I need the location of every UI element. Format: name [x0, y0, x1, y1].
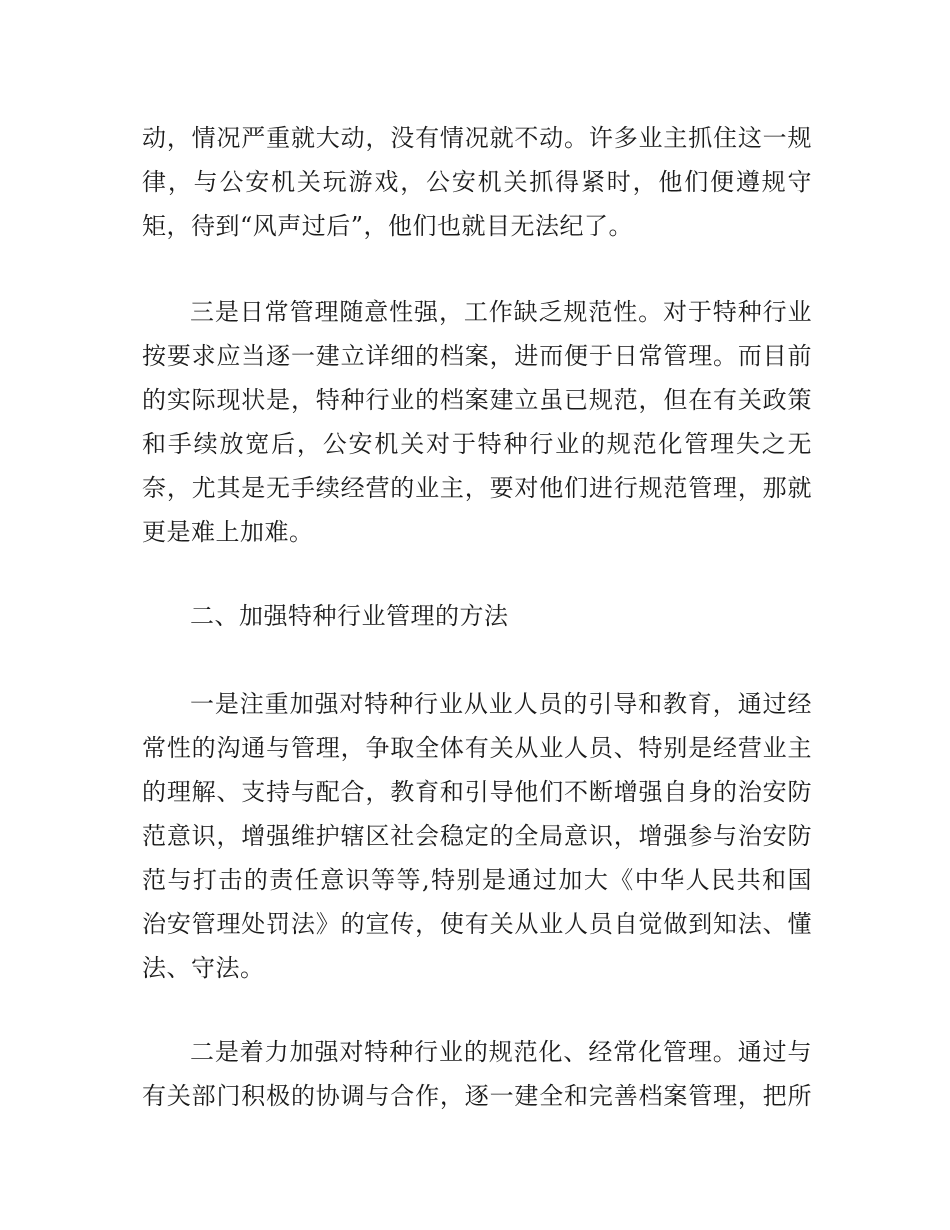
- paragraph-point-one: [142, 682, 812, 990]
- text-line: 的理解、支持与配合，教育和引导他们不断增强自身的治安防: [142, 778, 812, 806]
- text-line: 更是难上加难。: [142, 518, 314, 546]
- text-line: 常性的沟通与管理，争取全体有关从业人员、特别是经营业主: [142, 734, 812, 762]
- text-line: 和手续放宽后，公安机关对于特种行业的规范化管理失之无: [142, 430, 812, 458]
- text-line: 三是日常管理随意性强，工作缺乏规范性。对于特种行业: [190, 298, 812, 326]
- text-line: 一是注重加强对特种行业从业人员的引导和教育，通过经: [190, 690, 812, 718]
- text-line: 矩，待到“风声过后”，他们也就目无法纪了。: [142, 212, 634, 240]
- text-line: 治安管理处罚法》的宣传，使有关从业人员自觉做到知法、懂: [142, 910, 812, 938]
- text-line: 的实际现状是，特种行业的档案建立虽已规范，但在有关政策: [142, 386, 812, 414]
- paragraph-point-two: [142, 1030, 812, 1118]
- paragraph-continuation: [142, 116, 812, 248]
- heading-text: 二、加强特种行业管理的方法: [190, 602, 509, 630]
- text-line: 有关部门积极的协调与合作，逐一建全和完善档案管理，把所: [142, 1082, 812, 1110]
- text-line: 律，与公安机关玩游戏，公安机关抓得紧时，他们便遵规守: [142, 168, 812, 196]
- text-line: 动，情况严重就大动，没有情况就不动。许多业主抓住这一规: [142, 124, 812, 152]
- paragraph-point-three: [142, 290, 812, 554]
- text-line: 法、守法。: [142, 954, 265, 982]
- text-line: 奈，尤其是无手续经营的业主，要对他们进行规范管理，那就: [142, 474, 812, 502]
- text-line: 二是着力加强对特种行业的规范化、经常化管理。通过与: [190, 1038, 812, 1066]
- text-line: 范意识，增强维护辖区社会稳定的全局意识，增强参与治安防: [142, 822, 812, 850]
- text-line: 按要求应当逐一建立详细的档案，进而便于日常管理。而目前: [142, 342, 812, 370]
- section-heading: [142, 594, 812, 638]
- text-line: 范与打击的责任意识等等,特别是通过加大《中华人民共和国: [142, 866, 812, 894]
